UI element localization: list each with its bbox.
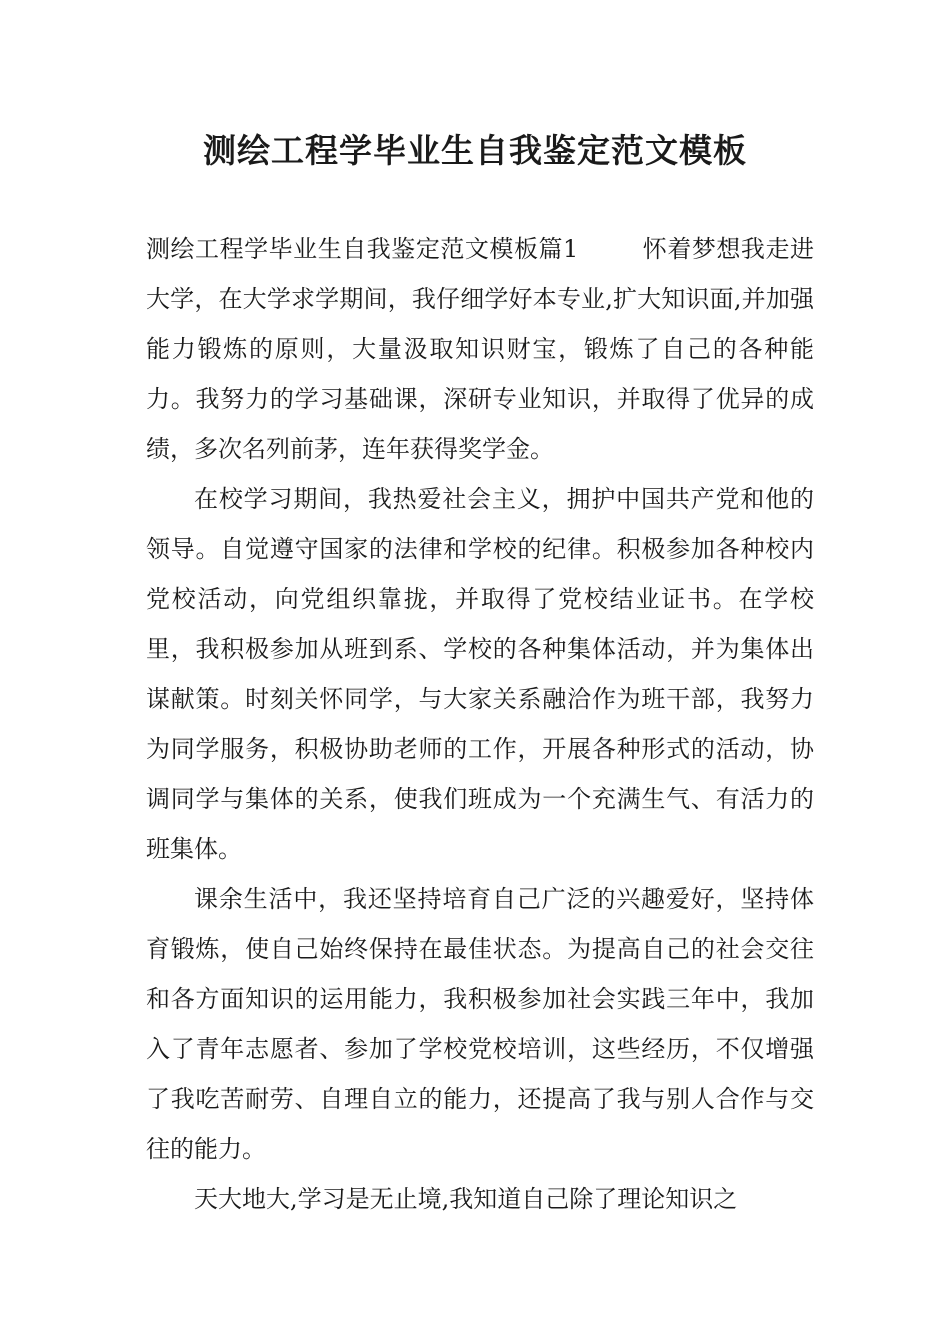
paragraph-4: 天大地大,学习是无止境,我知道自己除了理论知识之 [194, 1185, 738, 1213]
section-heading: 测绘工程学毕业生自我鉴定范文模板篇1 [146, 235, 579, 263]
paragraph-2: 在校学习期间，我热爱社会主义，拥护中国共产党和他的领导。自觉遵守国家的法律和学校的纪律。积极参加各种校内党校活动，向党组织靠拢，并取得了党校结业证书。在学校里，我积极参加从班到系、学校的各种集体活动，并为集体出谋献策。时刻关怀同学，与大家关系融洽作为班干部，我努力为同学服务，积极协助老师的工作，开展各种形式的活动，协调同学与集体的关系，使我们班成为一个充满生气、有活力的班集体。 [146, 485, 814, 863]
document-body [146, 224, 814, 1224]
paragraph-3: 课余生活中，我还坚持培育自己广泛的兴趣爱好，坚持体育锻炼，使自己始终保持在最佳状态。为提高自己的社会交往和各方面知识的运用能力，我积极参加社会实践三年中，我加入了青年志愿者、参加了学校党校培训，这些经历，不仅增强了我吃苦耐劳、自理自立的能力，还提高了我与别人合作与交往的能力。 [146, 885, 814, 1163]
paragraph-1 [146, 224, 814, 474]
document-title: 测绘工程学毕业生自我鉴定范文模板 [203, 131, 747, 170]
paragraph-1-text: 怀着梦想我走进大学，在大学求学期间，我仔细学好本专业,扩大知识面,并加强能力锻炼的原则，大量汲取知识财宝，锻炼了自己的各种能力。我努力的学习基础课，深研专业知识，并取得了优异的成绩，多次名列前茅，连年获得奖学金。 [146, 235, 814, 463]
